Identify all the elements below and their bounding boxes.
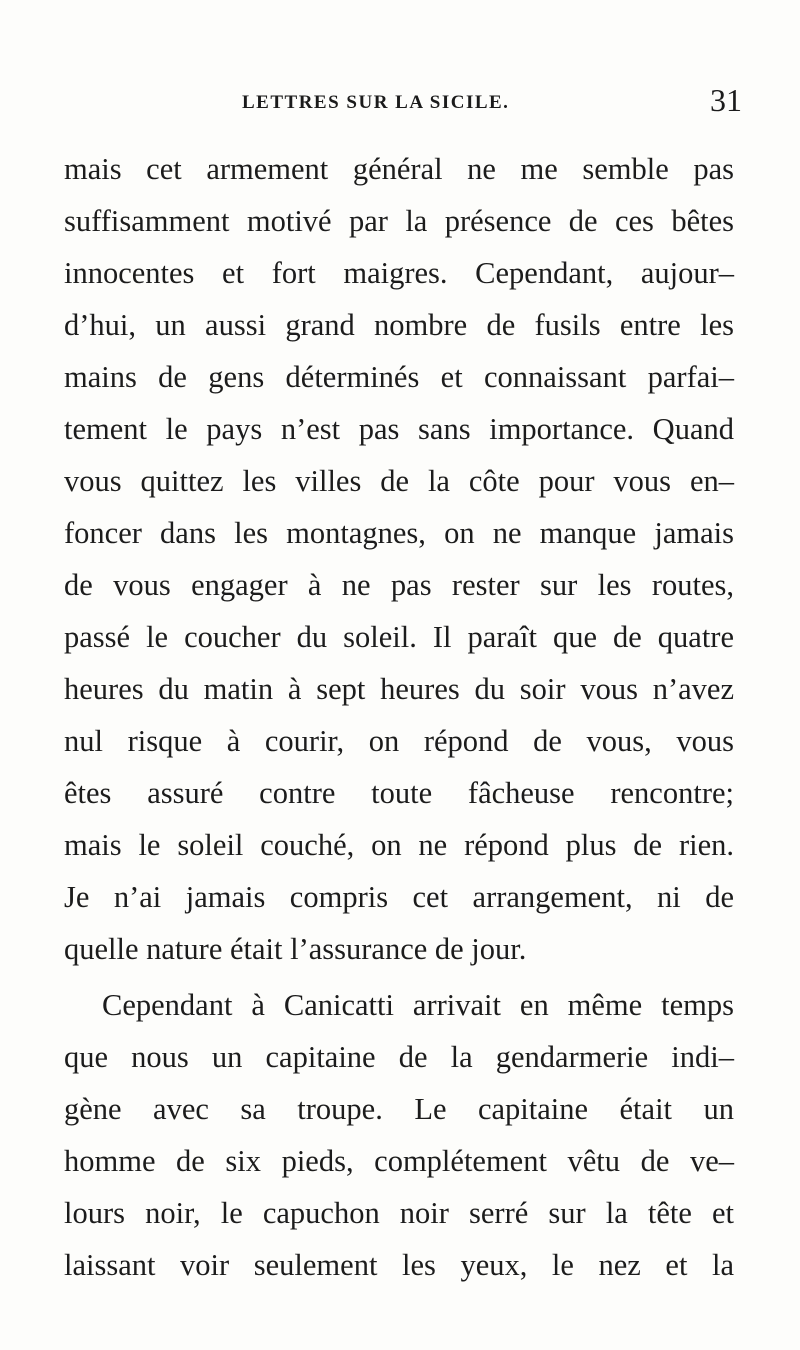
text-line: lours noir, le capuchon noir serré sur la tête et xyxy=(64,1196,734,1230)
text-line: passé le coucher du soleil. Il paraît que de quatre xyxy=(64,620,734,654)
text-line: innocentes et fort maigres. Cependant, aujour– xyxy=(64,256,734,290)
text-line: mains de gens déterminés et connaissant parfai– xyxy=(64,360,734,394)
text-line: mais le soleil couché, on ne répond plus de rien. xyxy=(64,828,734,862)
text-line: d’hui, un aussi grand nombre de fusils entre les xyxy=(64,308,734,342)
text-line: foncer dans les montagnes, on ne manque jamais xyxy=(64,516,734,550)
text-line: heures du matin à sept heures du soir vous n’avez xyxy=(64,672,734,706)
text-line: homme de six pieds, complétement vêtu de ve– xyxy=(64,1144,734,1178)
paragraph-1 xyxy=(64,143,734,975)
text-line: êtes assuré contre toute fâcheuse rencontre; xyxy=(64,776,734,810)
text-line: vous quittez les villes de la côte pour vous en– xyxy=(64,464,734,498)
running-head xyxy=(62,84,742,124)
text-line: Je n’ai jamais compris cet arrangement, ni de xyxy=(64,880,734,914)
paragraph-2 xyxy=(64,979,734,1291)
text-line: suffisamment motivé par la présence de ces bêtes xyxy=(64,204,734,238)
text-line: nul risque à courir, on répond de vous, vous xyxy=(64,724,734,758)
text-line: laissant voir seulement les yeux, le nez et la xyxy=(64,1248,734,1282)
page-number: 31 xyxy=(710,82,742,118)
running-title: LETTRES SUR LA SICILE. xyxy=(242,92,510,113)
body-text xyxy=(64,143,734,1291)
text-line: Cependant à Canicatti arrivait en même temps xyxy=(102,988,734,1022)
text-line: tement le pays n’est pas sans importance. Quand xyxy=(64,412,734,446)
text-line: de vous engager à ne pas rester sur les routes, xyxy=(64,568,734,602)
text-line: gène avec sa troupe. Le capitaine était un xyxy=(64,1092,734,1126)
text-line: quelle nature était l’assurance de jour. xyxy=(64,932,527,966)
text-line: que nous un capitaine de la gendarmerie indi– xyxy=(64,1040,734,1074)
text-line: mais cet armement général ne me semble pas xyxy=(64,152,734,186)
